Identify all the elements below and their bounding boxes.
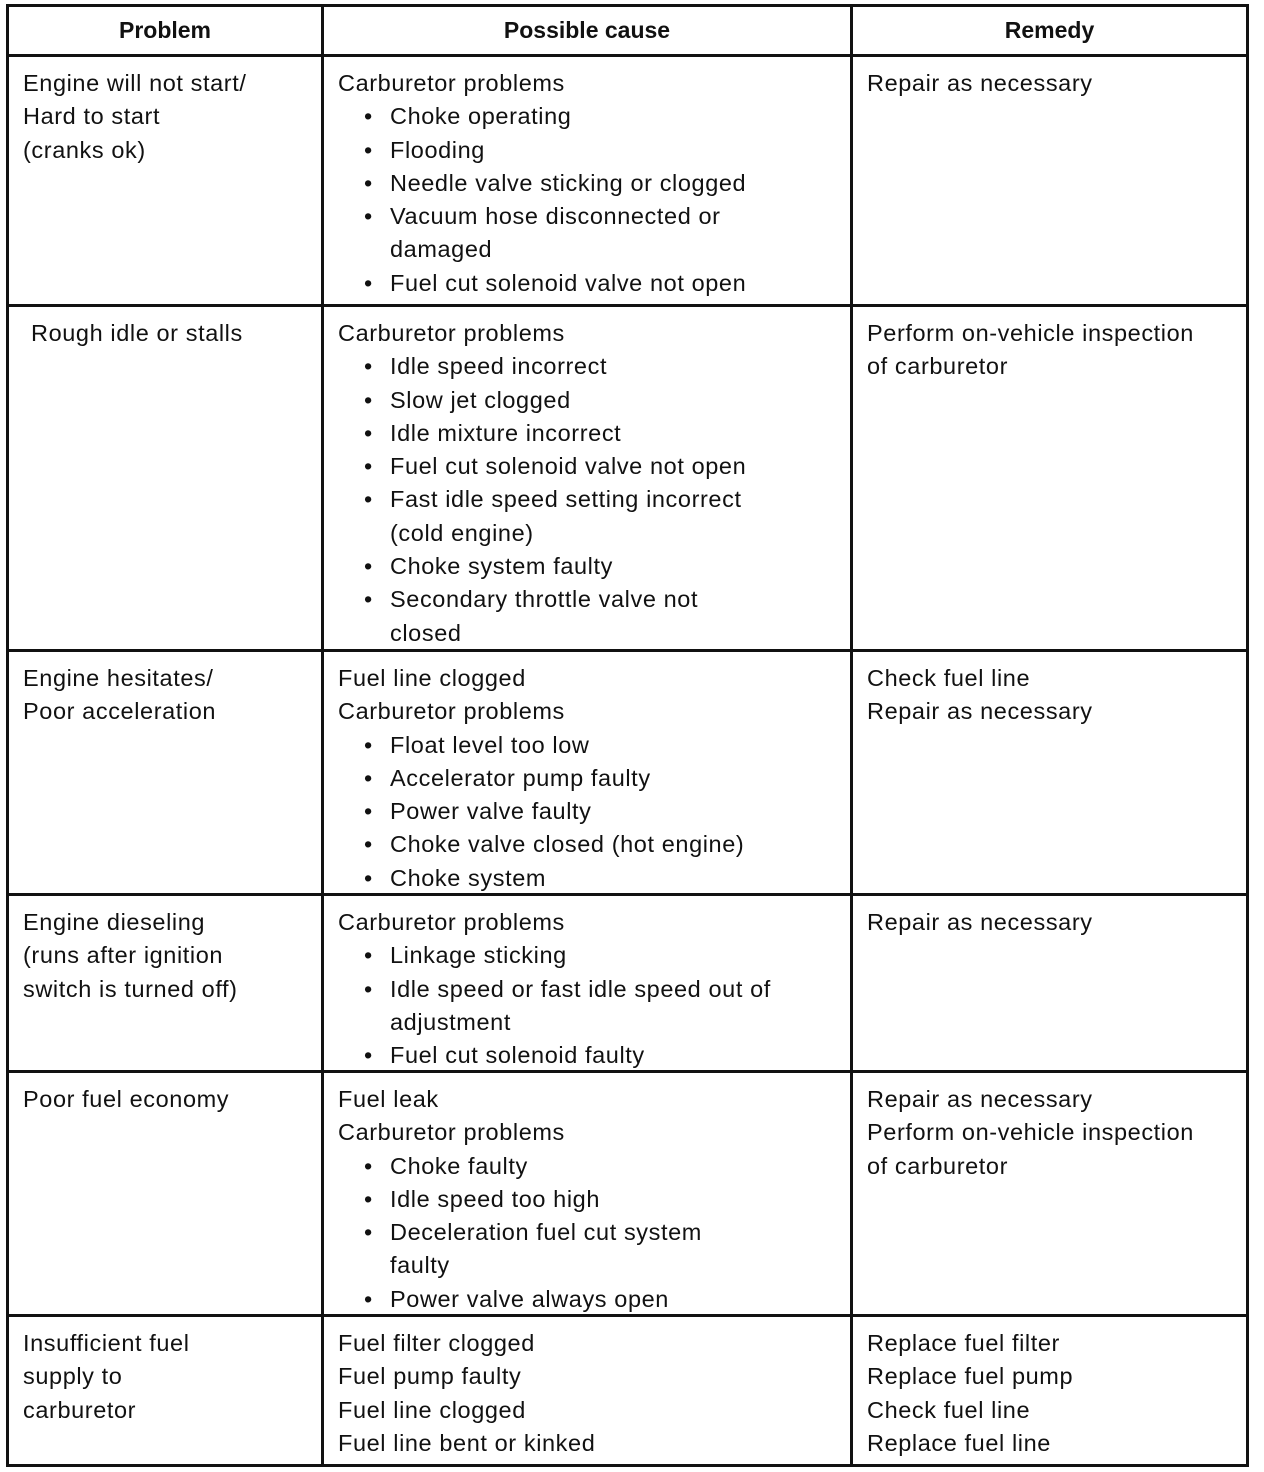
cause-bullet-item [338,583,850,650]
problem-cell [9,57,321,304]
cause-cell [324,1317,850,1467]
cause-bullet-item [338,450,850,483]
cause-bullet-item [338,1039,850,1072]
problem-cell [9,1317,321,1467]
remedy-text: Replace fuel filter [867,1330,1060,1356]
cause-cell [324,307,850,649]
remedy-text: Perform on-vehicle inspection [867,1119,1194,1146]
remedy-text: Repair as necessary [867,70,1093,96]
cause-bullet-text: Power valve always open [390,1285,669,1312]
remedy-cell [853,1317,1246,1467]
cause-bullet-text: Choke system [390,864,547,891]
remedy-text: Replace fuel line [867,1429,1051,1456]
cause-text: Fuel line bent or kinked [338,1429,596,1456]
cause-bullet-item [338,828,850,861]
cause-bullet-text: Idle mixture incorrect [390,419,622,446]
remedy-text: Repair as necessary [867,698,1093,725]
cause-bullet-item [338,862,850,895]
bullet-icon [364,450,390,483]
problem-text: switch is turned off) [23,975,238,1002]
cause-bullet-item [338,1150,850,1183]
table-row [9,1073,1246,1314]
cause-bullet-item [338,134,850,167]
bullet-icon [364,200,390,267]
remedy-text: Replace fuel pump [867,1363,1074,1390]
remedy-cell [853,1073,1246,1314]
problem-cell [9,896,321,1070]
remedy-cell [853,307,1246,649]
bullet-icon [364,483,390,550]
cause-bullet-item [338,350,850,383]
bullet-icon [364,100,390,133]
problem-text: Poor fuel economy [23,1086,230,1112]
cause-cell [324,652,850,893]
cause-bullet-item [338,200,850,267]
cause-bullet-text: Deceleration fuel cut system faulty [390,1219,702,1279]
cause-text: Fuel line clogged [338,1396,526,1423]
cause-bullet-text: Choke valve closed (hot engine) [390,831,745,858]
remedy-text: Check fuel line [867,1396,1031,1423]
cause-text: Fuel filter clogged [338,1330,535,1356]
bullet-icon [364,1216,390,1283]
remedy-text: of carburetor [867,353,1009,380]
cause-bullet-item [338,167,850,200]
cause-bullet-text: Float level too low [390,731,590,758]
bullet-icon [364,384,390,417]
cause-bullet-text: Accelerator pump faulty [390,764,651,791]
cause-bullet-item [338,762,850,795]
cause-bullet-item [338,973,850,1040]
remedy-text: Perform on-vehicle inspection [867,320,1194,346]
cause-bullet-text: Idle speed incorrect [390,353,608,380]
bullet-icon [364,550,390,583]
cause-bullet-item [338,1183,850,1216]
cause-bullet-item [338,1283,850,1316]
cause-text: Fuel line clogged [338,665,526,691]
cause-bullet-text: Fuel cut solenoid valve not open [390,453,747,480]
row-divider [9,304,1246,307]
cause-bullet-text: Power valve faulty [390,798,592,825]
cause-bullet-text: Linkage sticking [390,942,567,969]
cause-cell [324,896,850,1070]
problem-text: Hard to start [23,103,161,130]
cause-bullet-text: Fuel cut solenoid valve not open [390,269,747,296]
bullet-icon [364,267,390,300]
bullet-icon [364,795,390,828]
cause-bullet-text: Choke faulty [390,1152,528,1179]
bullet-icon [364,583,390,650]
bullet-icon [364,167,390,200]
cause-cell [324,57,850,304]
bullet-icon [364,939,390,972]
cause-text: Fuel leak [338,1086,439,1112]
cause-text: Carburetor problems [338,1119,565,1146]
bullet-icon [364,729,390,762]
header-possible-cause: Possible cause [503,17,671,43]
bullet-icon [364,973,390,1040]
bullet-icon [364,1150,390,1183]
cause-bullet-item [338,795,850,828]
problem-text: carburetor [23,1396,137,1423]
bullet-icon [364,1283,390,1316]
bullet-icon [364,417,390,450]
troubleshooting-table [6,4,1249,1467]
problem-cell [9,1073,321,1314]
cause-bullet-item [338,550,850,583]
problem-text: (cranks ok) [23,136,146,163]
cause-bullet-item [338,729,850,762]
cause-bullet-text: Slow jet clogged [390,386,571,413]
cause-bullet-text: Fast idle speed setting incorrect (cold engine) [390,486,742,546]
remedy-cell [853,57,1246,304]
cause-bullet-text: Choke operating [390,103,572,130]
table-row [9,57,1246,304]
bullet-icon [364,762,390,795]
remedy-cell [853,896,1246,1070]
row-divider [9,893,1246,896]
header-remedy: Remedy [1004,17,1095,43]
remedy-cell [853,652,1246,893]
bullet-icon [364,862,390,895]
cause-bullet-item [338,939,850,972]
problem-text: supply to [23,1363,123,1390]
cause-bullet-text: Fuel cut solenoid faulty [390,1042,645,1069]
cause-bullet-item [338,100,850,133]
cause-bullet-text: Idle speed or fast idle speed out of adjustment [390,975,771,1035]
header-row [9,7,1246,54]
cause-bullet-text: Vacuum hose disconnected or damaged [390,203,721,263]
cause-text: Carburetor problems [338,909,565,935]
row-divider [9,649,1246,652]
cause-bullet-text: Choke system faulty [390,553,613,580]
problem-text: Engine hesitates/ [23,665,214,691]
remedy-text: Repair as necessary [867,909,1093,935]
cause-text: Carburetor problems [338,70,565,96]
bullet-icon [364,134,390,167]
problem-text: Rough idle or stalls [31,320,243,346]
table-row [9,896,1246,1070]
cause-bullet-item [338,1216,850,1283]
cause-bullet-text: Flooding [390,136,485,163]
bullet-icon [364,828,390,861]
table-row [9,307,1246,649]
bullet-icon [364,1183,390,1216]
cause-text: Carburetor problems [338,698,565,725]
problem-text: Engine will not start/ [23,70,247,96]
cause-text: Carburetor problems [338,320,565,346]
problem-text: Insufficient fuel [23,1330,190,1356]
problem-text: (runs after ignition [23,942,224,969]
cause-bullet-item [338,417,850,450]
bullet-icon [364,1039,390,1072]
row-divider [9,1314,1246,1317]
cause-bullet-text: Needle valve sticking or clogged [390,169,747,196]
header-problem: Problem [118,17,212,43]
row-divider [9,1070,1246,1073]
cause-text: Fuel pump faulty [338,1363,522,1390]
remedy-text: of carburetor [867,1152,1009,1179]
cause-bullet-item [338,384,850,417]
cause-bullet-text: Secondary throttle valve not closed [390,586,699,646]
cause-bullet-item [338,267,850,300]
bullet-icon [364,350,390,383]
problem-cell [9,307,321,649]
problem-text: Poor acceleration [23,698,217,725]
problem-cell [9,652,321,893]
table-row [9,1317,1246,1467]
cause-bullet-text: Idle speed too high [390,1185,601,1212]
cause-bullet-item [338,483,850,550]
cause-cell [324,1073,850,1314]
remedy-text: Repair as necessary [867,1086,1093,1112]
remedy-text: Check fuel line [867,665,1031,691]
table-row [9,652,1246,893]
problem-text: Engine dieseling [23,909,206,935]
